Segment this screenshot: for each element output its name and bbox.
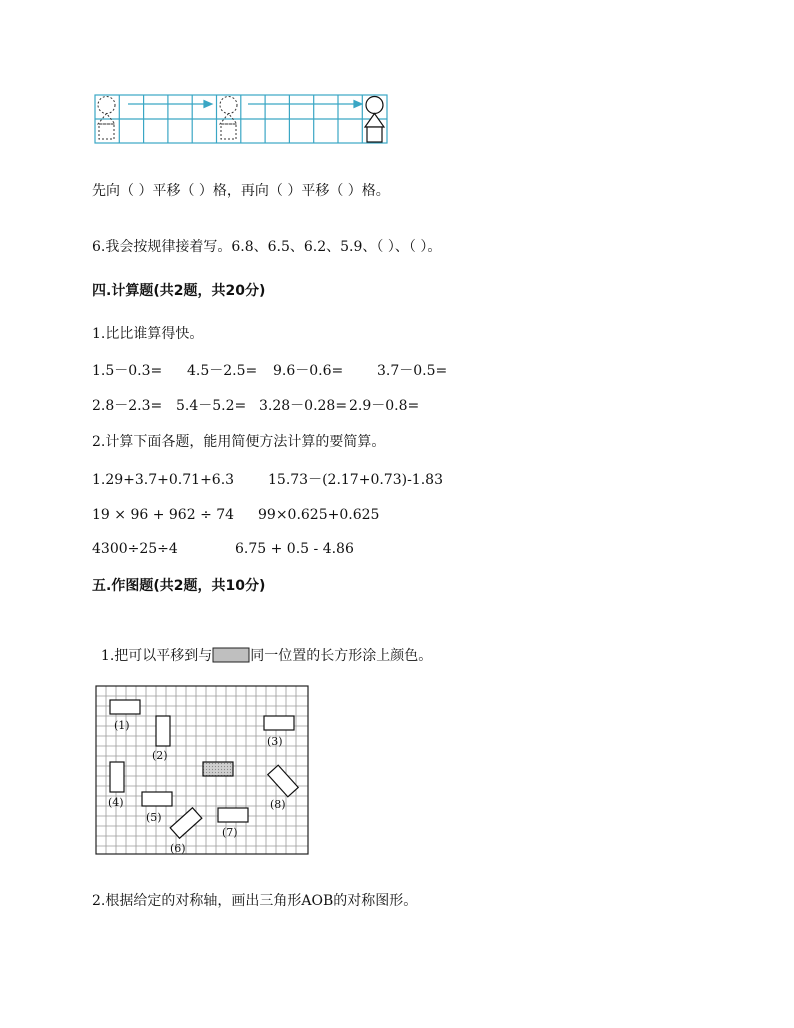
expr: 4.5－2.5= [187, 363, 258, 379]
expr: 4300÷25÷4 [92, 541, 178, 557]
rect-target-shaded [203, 762, 233, 776]
q1-title: 1.比比谁算得快。 [92, 326, 204, 342]
expr: 19 × 96 + 962 ÷ 74 [92, 507, 235, 523]
label-2: (2) [152, 749, 168, 762]
expr: 9.6－0.6= [273, 363, 344, 379]
rect-2 [156, 716, 170, 746]
rect-3 [264, 716, 294, 730]
translation-prompt: 先向（ ）平移（ ）格，再向（ ）平移（ ）格。 [92, 183, 390, 199]
pattern-question: 6.我会按规律接着写。6.8、6.5、6.2、5.9、（ ）、（ ）。 [92, 239, 442, 255]
expr: 1.29+3.7+0.71+6.3 [92, 472, 235, 488]
label-7: (7) [222, 826, 238, 839]
dashed-figure-1 [98, 97, 115, 140]
label-5: (5) [146, 811, 162, 824]
expr: 6.75 + 0.5 - 4.86 [235, 541, 354, 557]
expr: 15.73－(2.17+0.73)-1.83 [268, 472, 443, 488]
rect-7 [218, 808, 248, 822]
expr: 2.8－2.3= [92, 398, 163, 414]
rectangle-grid-figure [94, 684, 312, 858]
arrow-1-icon [128, 101, 212, 108]
label-1: (1) [114, 719, 130, 732]
q2-title: 2.计算下面各题，能用简便方法计算的要简算。 [92, 434, 386, 450]
rect-5 [142, 792, 172, 806]
label-6: (6) [170, 842, 186, 855]
label-8: (8) [270, 798, 286, 811]
rect-4 [110, 762, 124, 792]
expr: 5.4－5.2= [176, 398, 247, 414]
expr: 99×0.625+0.625 [258, 507, 380, 523]
section-5-heading: 五.作图题(共2题，共10分) [92, 578, 266, 594]
label-4: (4) [108, 796, 124, 809]
draw-q2: 2.根据给定的对称轴，画出三角形AOB的对称图形。 [92, 893, 418, 909]
rect-8 [268, 765, 298, 797]
shaded-rectangle-icon [212, 647, 250, 663]
draw-q1-text-before: 1.把可以平移到与 [100, 648, 213, 664]
translation-grid-figure [94, 94, 390, 146]
section-4-heading: 四.计算题(共2题，共20分) [92, 283, 266, 299]
rect-1 [110, 700, 140, 714]
expr: 3.28－0.28= [259, 398, 348, 414]
expr: 3.7－0.5= [377, 363, 448, 379]
expr: 2.9－0.8= [349, 398, 420, 414]
label-3: (3) [267, 735, 283, 748]
expr: 1.5－0.3= [92, 363, 163, 379]
draw-q1 [92, 629, 432, 665]
dashed-figure-2 [220, 97, 237, 140]
draw-q1-text-after: 同一位置的长方形涂上颜色。 [250, 648, 433, 664]
